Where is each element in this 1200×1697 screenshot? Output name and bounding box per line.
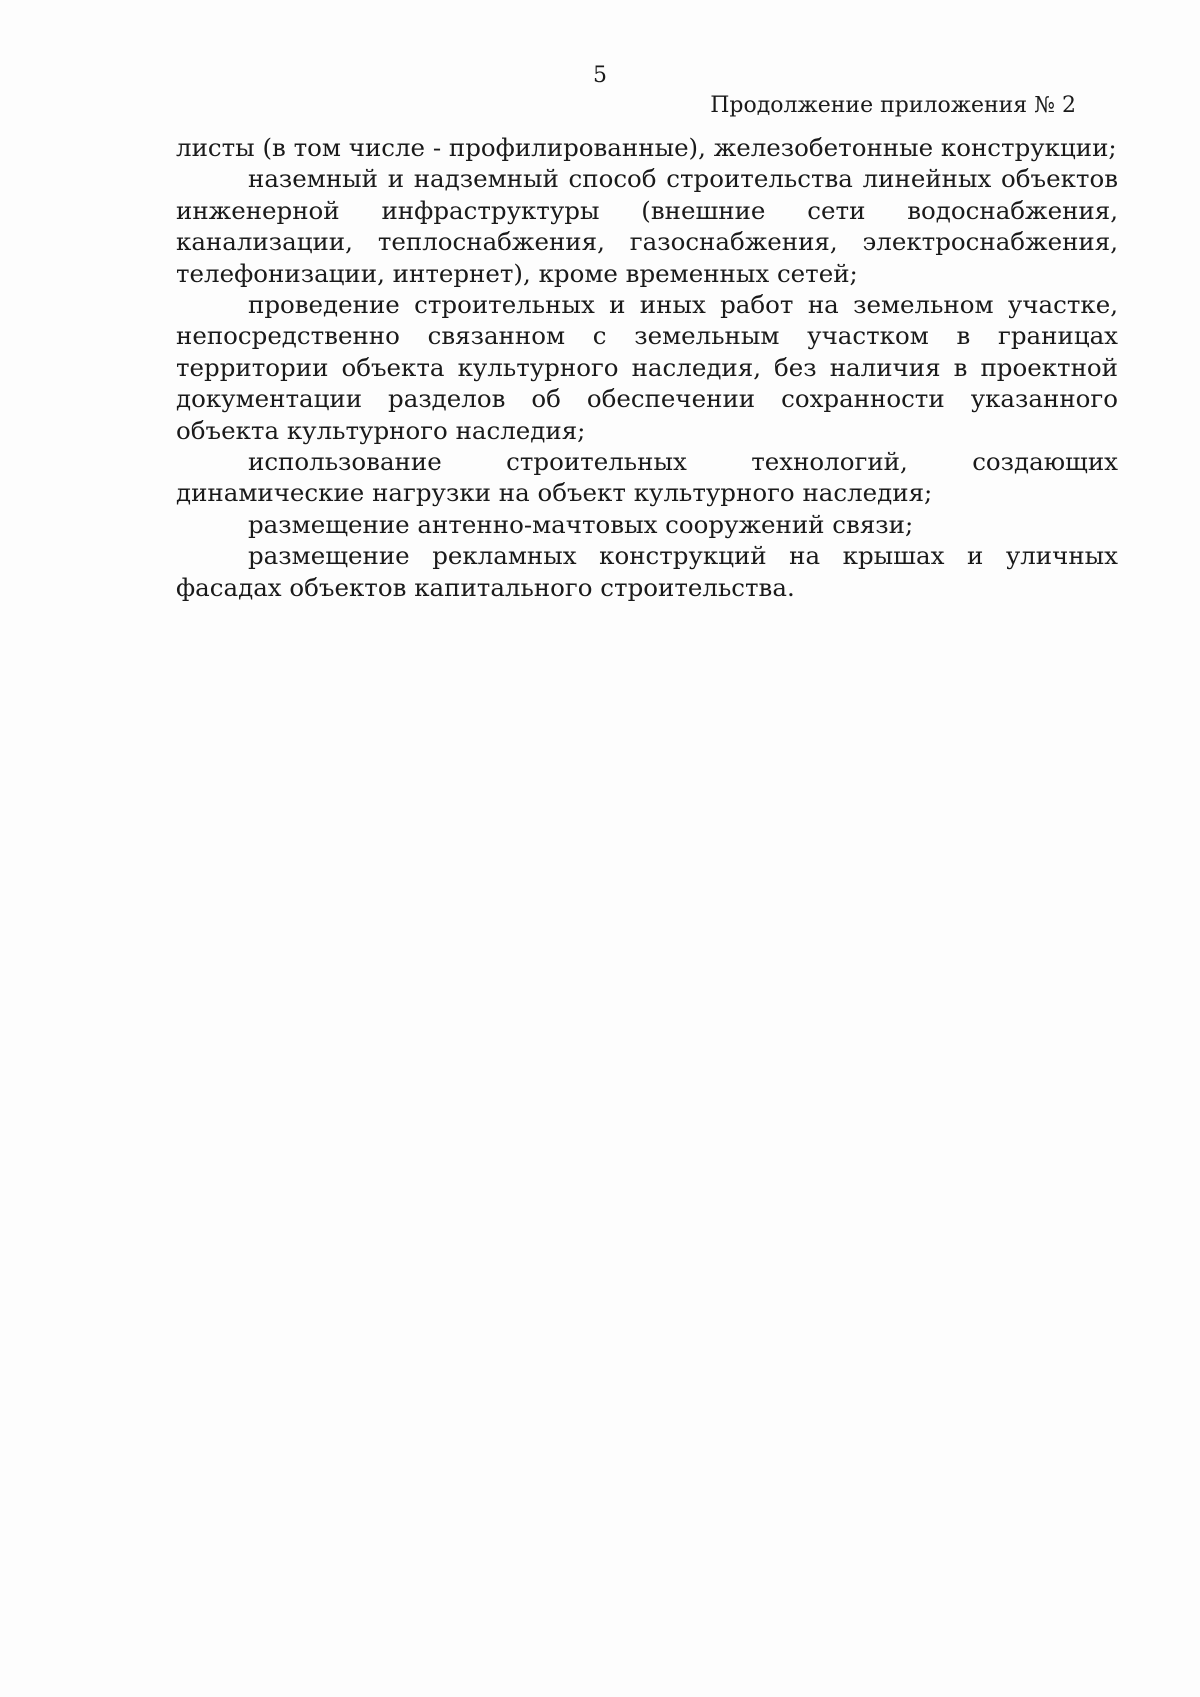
paragraph-dynamic-loads: использование строительных технологий, создающих динамические нагрузки на объект культурного наследия; bbox=[176, 447, 1118, 508]
paragraph-linear-infrastructure: наземный и надземный способ строительства линейных объектов инженерной инфраструктуры (внешние сети водоснабжения, канализации, теплоснабжения, газоснабжения, электроснабжения, телефонизации, интернет), кроме временных сетей; bbox=[176, 164, 1118, 288]
appendix-continuation-label: Продолжение приложения № 2 bbox=[710, 93, 1076, 118]
page-number: 5 bbox=[593, 63, 607, 88]
paragraph-advertising-structures: размещение рекламных конструкций на крышах и уличных фасадах объектов капитального строительства. bbox=[176, 541, 1118, 602]
paragraph-antenna-structures: размещение антенно-мачтовых сооружений связи; bbox=[248, 509, 914, 539]
document-body bbox=[176, 132, 1118, 603]
paragraph-continuation: листы (в том числе - профилированные), железобетонные конструкции; bbox=[176, 133, 1117, 162]
paragraph-construction-works: проведение строительных и иных работ на земельном участке, непосредственно связанном с земельным участком в границах территории объекта культурного наследия, без наличия в проектной документации разделов об обеспечении сохранности указанного объекта культурного наследия; bbox=[176, 290, 1118, 445]
